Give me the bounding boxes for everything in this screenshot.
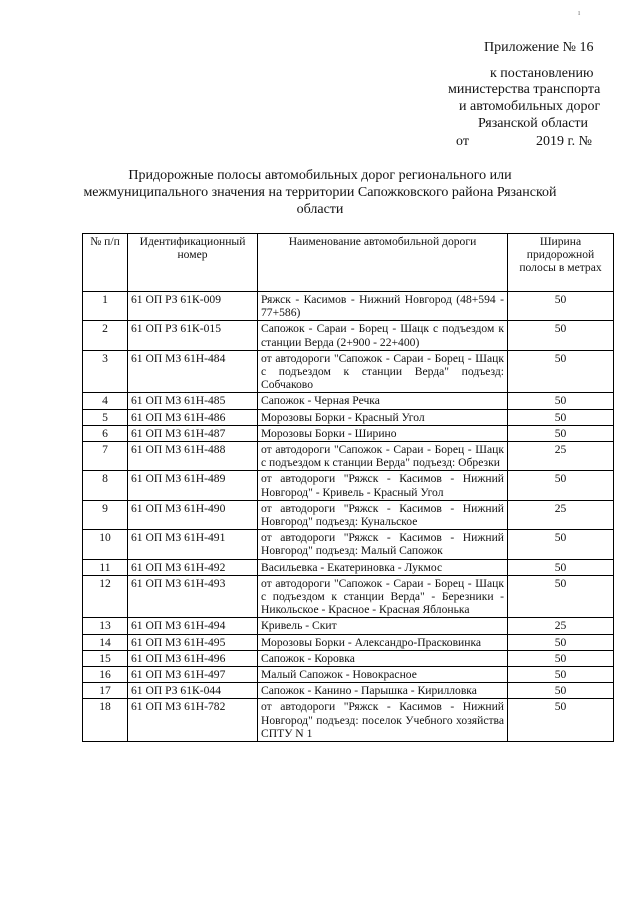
- cell-number: 5: [83, 409, 128, 425]
- cell-id: 61 ОП МЗ 61Н-486: [128, 409, 258, 425]
- cell-number: 10: [83, 530, 128, 559]
- date-suffix: 2019 г. №: [536, 134, 593, 149]
- cell-width: 50: [508, 650, 614, 666]
- cell-id: 61 ОП РЗ 61К-044: [128, 683, 258, 699]
- cell-road-name: Васильевка - Екатериновка - Лукмос: [258, 559, 508, 575]
- table-row: [83, 471, 614, 500]
- column-header-road-name: Наименование автомобильной дороги: [258, 234, 508, 292]
- cell-number: 17: [83, 683, 128, 699]
- cell-number: 15: [83, 650, 128, 666]
- cell-width: 50: [508, 292, 614, 321]
- table-row: [83, 575, 614, 618]
- column-header-id: Идентификационный номер: [128, 234, 258, 292]
- cell-id: 61 ОП МЗ 61Н-485: [128, 393, 258, 409]
- column-header-number: № п/п: [83, 234, 128, 292]
- table-row: [83, 500, 614, 529]
- cell-number: 12: [83, 575, 128, 618]
- cell-road-name: Морозовы Борки - Красный Угол: [258, 409, 508, 425]
- cell-road-name: от автодороги "Сапожок - Сараи - Борец - Шацк с подъездом к станции Верда" подъезд: Собчаково: [258, 350, 508, 393]
- cell-width: 50: [508, 559, 614, 575]
- cell-road-name: от автодороги "Ряжск - Касимов - Нижний Новгород" подъезд: Кунальское: [258, 500, 508, 529]
- table-row: [83, 699, 614, 742]
- cell-id: 61 ОП МЗ 61Н-492: [128, 559, 258, 575]
- cell-road-name: от автодороги "Сапожок - Сараи - Борец - Шацк с подъездом к станции Верда" - Березники - Никольское - Красное - Красная Яблонька: [258, 575, 508, 618]
- cell-road-name: от автодороги "Ряжск - Касимов - Нижний Новгород" - Кривель - Красный Угол: [258, 471, 508, 500]
- cell-road-name: Ряжск - Касимов - Нижний Новгород (48+594 - 77+586): [258, 292, 508, 321]
- cell-id: 61 ОП МЗ 61Н-494: [128, 618, 258, 634]
- document-title-line-1: Придорожные полосы автомобильных дорог регионального или: [128, 168, 512, 183]
- cell-width: 50: [508, 683, 614, 699]
- cell-width: 50: [508, 575, 614, 618]
- table-row: [83, 650, 614, 666]
- table-row: [83, 559, 614, 575]
- cell-width: 50: [508, 699, 614, 742]
- cell-road-name: Морозовы Борки - Александро-Прасковинка: [258, 634, 508, 650]
- cell-road-name: Сапожок - Черная Речка: [258, 393, 508, 409]
- table-row: [83, 350, 614, 393]
- header-line-1: к постановлению: [490, 66, 594, 81]
- table-row: [83, 321, 614, 350]
- table-row: [83, 425, 614, 441]
- table-row: [83, 530, 614, 559]
- table-row: [83, 393, 614, 409]
- cell-number: 18: [83, 699, 128, 742]
- cell-road-name: Малый Сапожок - Новокрасное: [258, 667, 508, 683]
- cell-road-name: Сапожок - Коровка: [258, 650, 508, 666]
- cell-id: 61 ОП МЗ 61Н-484: [128, 350, 258, 393]
- table-row: [83, 292, 614, 321]
- column-header-width: Ширина придорожной полосы в метрах: [508, 234, 614, 292]
- cell-width: 50: [508, 471, 614, 500]
- cell-id: 61 ОП МЗ 61Н-489: [128, 471, 258, 500]
- cell-number: 6: [83, 425, 128, 441]
- cell-id: 61 ОП МЗ 61Н-490: [128, 500, 258, 529]
- cell-width: 50: [508, 530, 614, 559]
- cell-number: 1: [83, 292, 128, 321]
- cell-number: 9: [83, 500, 128, 529]
- cell-id: 61 ОП МЗ 61Н-782: [128, 699, 258, 742]
- table-row: [83, 409, 614, 425]
- cell-id: 61 ОП МЗ 61Н-496: [128, 650, 258, 666]
- cell-road-name: Сапожок - Сараи - Борец - Шацк с подъездом к станции Верда (2+900 - 22+400): [258, 321, 508, 350]
- header-line-2: министерства транспорта: [448, 82, 601, 97]
- cell-id: 61 ОП МЗ 61Н-488: [128, 442, 258, 471]
- table-row: [83, 618, 614, 634]
- document-title-line-3: области: [296, 202, 344, 217]
- cell-number: 4: [83, 393, 128, 409]
- document-title-line-2: межмуниципального значения на территории Сапожковского района Рязанской: [83, 185, 557, 200]
- table-row: [83, 442, 614, 471]
- cell-road-name: от автодороги "Сапожок - Сараи - Борец - Шацк с подъездом к станции Верда" подъезд: Обрезки: [258, 442, 508, 471]
- cell-width: 50: [508, 409, 614, 425]
- cell-road-name: Морозовы Борки - Ширино: [258, 425, 508, 441]
- cell-number: 8: [83, 471, 128, 500]
- cell-id: 61 ОП РЗ 61К-015: [128, 321, 258, 350]
- table-row: [83, 683, 614, 699]
- cell-id: 61 ОП МЗ 61Н-491: [128, 530, 258, 559]
- cell-number: 14: [83, 634, 128, 650]
- cell-id: 61 ОП МЗ 61Н-497: [128, 667, 258, 683]
- cell-road-name: Кривель - Скит: [258, 618, 508, 634]
- cell-width: 25: [508, 442, 614, 471]
- cell-width: 25: [508, 500, 614, 529]
- cell-id: 61 ОП МЗ 61Н-495: [128, 634, 258, 650]
- appendix-number: Приложение № 16: [484, 40, 594, 55]
- table-row: [83, 667, 614, 683]
- cell-width: 50: [508, 634, 614, 650]
- cell-number: 13: [83, 618, 128, 634]
- cell-width: 50: [508, 425, 614, 441]
- cell-width: 25: [508, 618, 614, 634]
- header-line-3: и автомобильных дорог: [459, 99, 601, 114]
- table-body: [83, 292, 614, 742]
- cell-number: 2: [83, 321, 128, 350]
- cell-width: 50: [508, 393, 614, 409]
- date-prefix: от: [456, 134, 469, 149]
- cell-number: 7: [83, 442, 128, 471]
- cell-road-name: от автодороги "Ряжск - Касимов - Нижний Новгород" подъезд: Малый Сапожок: [258, 530, 508, 559]
- cell-road-name: Сапожок - Канино - Парышкa - Кирилловка: [258, 683, 508, 699]
- cell-road-name: от автодороги "Ряжск - Касимов - Нижний Новгород" подъезд: поселок Учебного хозяйства СПТУ N 1: [258, 699, 508, 742]
- cell-id: 61 ОП РЗ 61К-009: [128, 292, 258, 321]
- page-mark: ı: [578, 8, 581, 17]
- cell-width: 50: [508, 321, 614, 350]
- cell-width: 50: [508, 350, 614, 393]
- cell-id: 61 ОП МЗ 61Н-493: [128, 575, 258, 618]
- cell-number: 16: [83, 667, 128, 683]
- header-line-4: Рязанской области: [478, 116, 589, 131]
- cell-id: 61 ОП МЗ 61Н-487: [128, 425, 258, 441]
- roadside-strips-table: [82, 233, 614, 742]
- cell-width: 50: [508, 667, 614, 683]
- cell-number: 11: [83, 559, 128, 575]
- cell-number: 3: [83, 350, 128, 393]
- table-row: [83, 634, 614, 650]
- table-header-row: [83, 234, 614, 292]
